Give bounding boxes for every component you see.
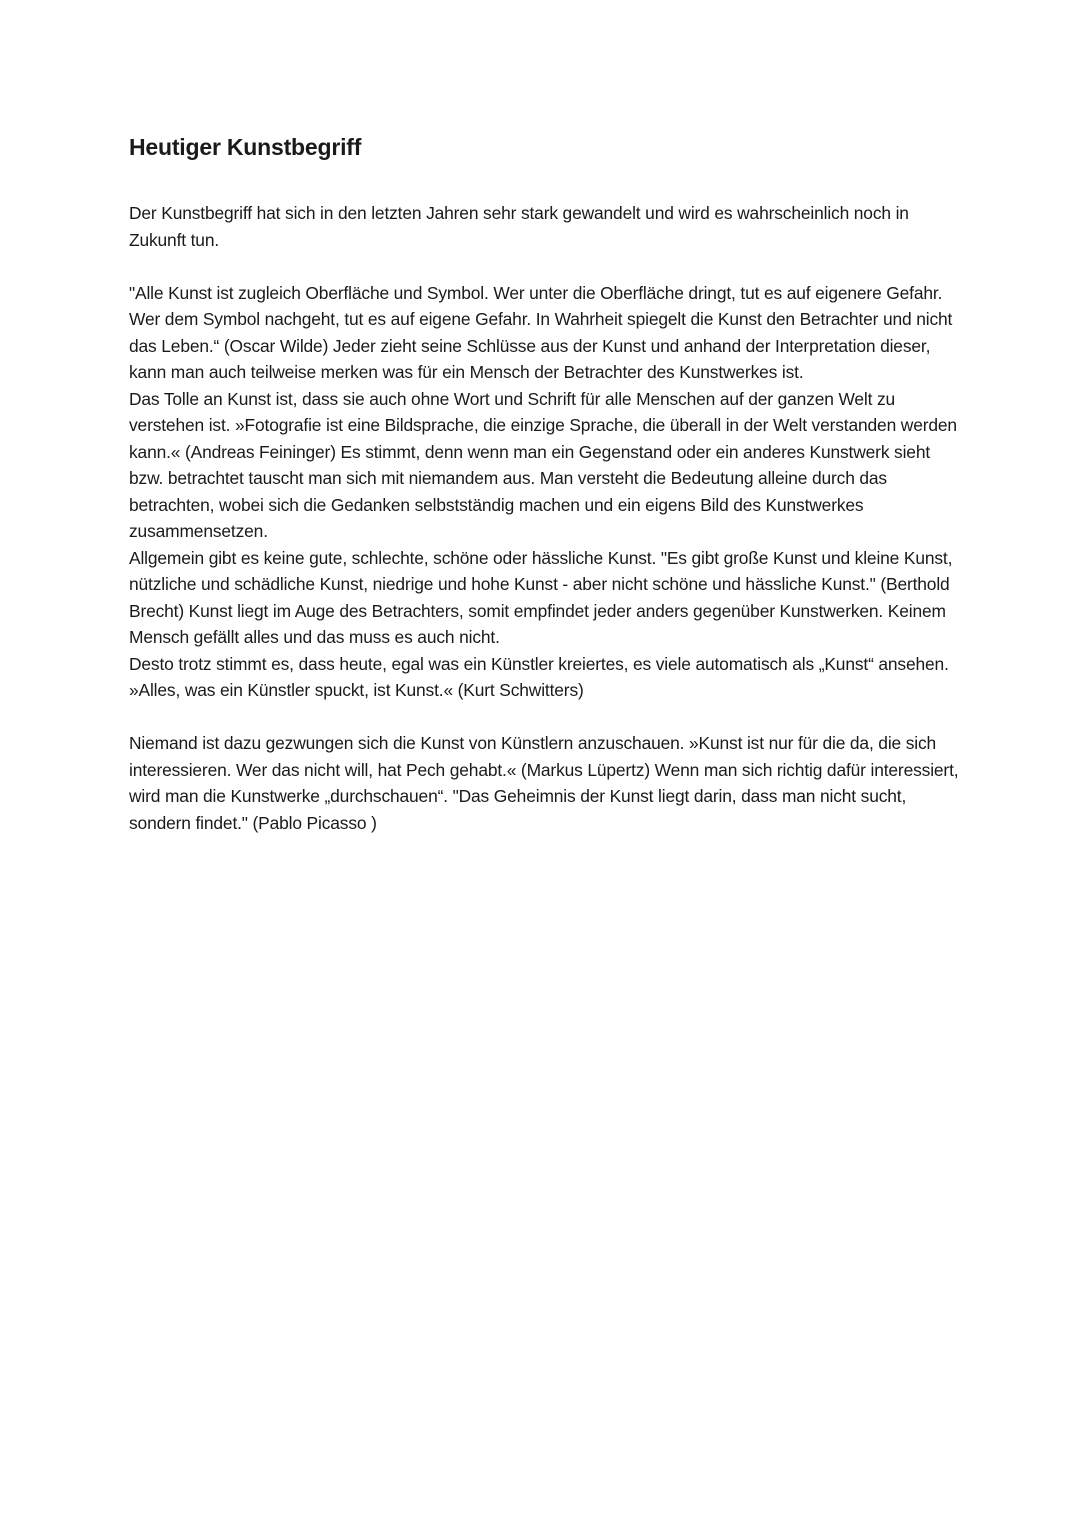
paragraph-luepertz-picasso-quote: Niemand ist dazu gezwungen sich die Kunst von Künstlern anzuschauen. »Kunst ist nur für die da, die sich interessieren. Wer das nicht will, hat Pech gehabt.« (Markus Lüpertz) Wenn man sich richtig dafür interessiert, wird man die Kunstwerke „durchschauen“. "Das Geheimnis der Kunst liegt darin, dass man nicht sucht, sondern findet." (Pablo Picasso ) [129,733,959,833]
paragraph-brecht-quote: Allgemein gibt es keine gute, schlechte, schöne oder hässliche Kunst. "Es gibt große Kunst und kleine Kunst, nützliche und schädliche Kunst, niedrige und hohe Kunst - aber nicht schöne und hässliche Kunst." (Berthold Brecht) Kunst liegt im Auge des Betrachters, somit empfindet jeder anders gegenüber Kunstwerken. Keinem Mensch gefällt alles und das muss es auch nicht. [129,547,953,647]
paragraph-spacer [129,704,959,731]
paragraph-schwitters-quote: Desto trotz stimmt es, dass heute, egal was ein Künstler kreiertes, es viele automatisch als „Kunst“ ansehen. »Alles, was ein Künstler spuckt, ist Kunst.« (Kurt Schwitters) [129,653,949,700]
document-content [129,130,959,836]
paragraph-intro: Der Kunstbegriff hat sich in den letzten Jahren sehr stark gewandelt und wird es wahrscheinlich noch in Zukunft tun. [129,203,909,250]
paragraph-wilde-quote: "Alle Kunst ist zugleich Oberfläche und Symbol. Wer unter die Oberfläche dringt, tut es auf eigenere Gefahr. Wer dem Symbol nachgeht, tut es auf eigene Gefahr. In Wahrheit spiegelt die Kunst den Betrachter und nicht das Leben.“ (Oscar Wilde) Jeder zieht seine Schlüsse aus der Kunst und anhand der Interpretation dieser, kann man auch teilweise merken was für ein Mensch der Betrachter des Kunstwerkes ist. [129,282,953,382]
paragraph-spacer [129,253,959,280]
document-title: Heutiger Kunstbegriff [129,134,362,160]
paragraph-feininger-quote: Das Tolle an Kunst ist, dass sie auch ohne Wort und Schrift für alle Menschen auf der ganzen Welt zu verstehen ist. »Fotografie ist eine Bildsprache, die einzige Sprache, die überall in der Welt verstanden werden kann.« (Andreas Feininger) Es stimmt, denn wenn man ein Gegenstand oder ein anderes Kunstwerk sieht bzw. betrachtet tauscht man sich mit niemandem aus. Man versteht die Bedeutung alleine durch das betrachten, wobei sich die Gedanken selbstständig machen und ein eigens Bild des Kunstwerkes zusammensetzen. [129,388,957,541]
document-body [129,200,959,836]
